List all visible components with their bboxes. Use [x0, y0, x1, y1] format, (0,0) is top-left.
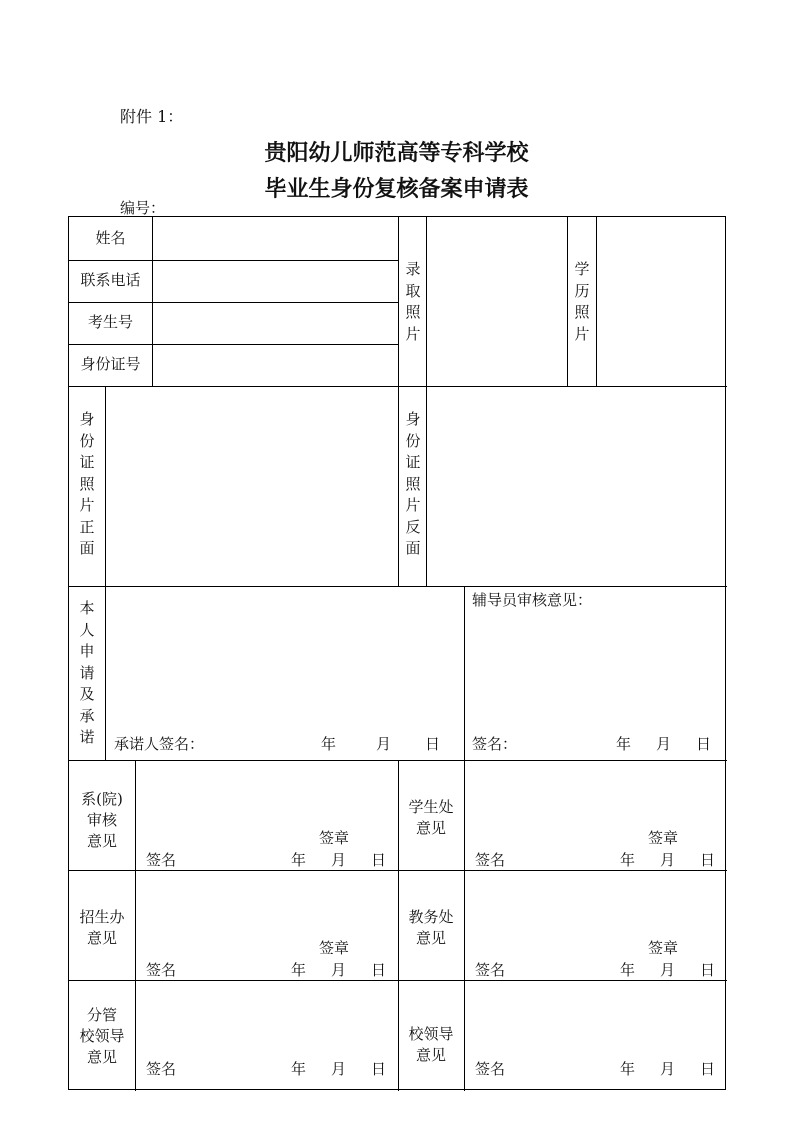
admission-office-line: 招生办	[79, 908, 125, 926]
dept-review-line: 系(院)	[81, 790, 123, 808]
date-day: 日	[371, 961, 387, 979]
student-affairs-label	[398, 797, 464, 839]
divider	[135, 760, 136, 1091]
signature-label: 签名	[475, 851, 506, 869]
date-year: 年	[291, 851, 307, 869]
serial-number-label: 编号：	[120, 199, 166, 217]
divider	[398, 217, 399, 586]
date-day: 日	[425, 735, 441, 753]
id-photo-front-label: 身份证照片正面	[79, 410, 95, 557]
school-leader-line: 意见	[415, 1046, 446, 1064]
date-month: 月	[331, 961, 347, 979]
student-affairs-line: 学生处	[408, 798, 454, 816]
divider	[464, 586, 465, 760]
date-month: 月	[656, 735, 672, 753]
admission-office-label	[69, 907, 135, 949]
application-promise-label: 本人申请及承诺	[79, 599, 95, 746]
divider	[152, 217, 153, 386]
degree-photo-label: 学历照片	[574, 260, 590, 343]
counselor-review-label: 辅导员审核意见：	[472, 591, 593, 609]
signature-label: 签名	[475, 961, 506, 979]
divider	[596, 217, 597, 386]
school-leader-in-charge-label	[69, 1005, 135, 1068]
academic-affairs-line: 教务处	[408, 908, 454, 926]
date-year: 年	[620, 1060, 636, 1078]
signature-label: 签名	[475, 1060, 506, 1078]
divider	[69, 302, 399, 303]
date-year: 年	[620, 961, 636, 979]
academic-affairs-line: 意见	[415, 929, 446, 947]
divider	[69, 344, 399, 345]
date-day: 日	[371, 851, 387, 869]
leader-line: 分管	[86, 1006, 117, 1024]
date-year: 年	[291, 1060, 307, 1078]
date-year: 年	[616, 735, 632, 753]
seal-label: 签章	[648, 939, 679, 957]
dept-review-line: 审核	[86, 811, 117, 829]
phone-label: 联系电话	[80, 271, 141, 289]
school-leader-label	[398, 1024, 464, 1066]
exam-number-label: 考生号	[87, 313, 133, 331]
date-month: 月	[660, 851, 676, 869]
admission-office-line: 意见	[86, 929, 117, 947]
divider	[426, 217, 427, 586]
academic-affairs-label	[398, 907, 464, 949]
admission-photo-label: 录取照片	[405, 260, 421, 343]
date-day: 日	[700, 961, 716, 979]
form-title-school: 贵阳幼儿师范高等专科学校	[264, 141, 529, 166]
date-day: 日	[700, 851, 716, 869]
counselor-signature-label: 签名：	[472, 735, 518, 753]
divider	[69, 260, 399, 261]
student-affairs-line: 意见	[415, 819, 446, 837]
date-month: 月	[331, 1060, 347, 1078]
divider	[567, 217, 568, 386]
divider	[69, 586, 727, 587]
date-day: 日	[700, 1060, 716, 1078]
date-day: 日	[696, 735, 712, 753]
dept-review-line: 意见	[86, 832, 117, 850]
signature-label: 签名	[146, 851, 177, 869]
seal-label: 签章	[319, 829, 350, 847]
application-form-table	[68, 216, 726, 1090]
date-year: 年	[321, 735, 337, 753]
school-leader-line: 校领导	[408, 1025, 454, 1043]
date-month: 月	[331, 851, 347, 869]
id-photo-back-label: 身份证照片反面	[405, 410, 421, 557]
attachment-label: 附件 1：	[120, 107, 184, 126]
id-number-label: 身份证号	[80, 355, 141, 373]
dept-review-label	[69, 789, 135, 852]
date-day: 日	[371, 1060, 387, 1078]
leader-line: 意见	[86, 1048, 117, 1066]
leader-line: 校领导	[79, 1027, 125, 1045]
seal-label: 签章	[648, 829, 679, 847]
divider	[464, 760, 465, 1091]
date-month: 月	[376, 735, 392, 753]
signature-label: 签名	[146, 961, 177, 979]
seal-label: 签章	[319, 939, 350, 957]
name-label: 姓名	[95, 229, 126, 247]
form-title: 毕业生身份复核备案申请表	[264, 177, 529, 202]
date-year: 年	[620, 851, 636, 869]
date-year: 年	[291, 961, 307, 979]
signature-label: 签名	[146, 1060, 177, 1078]
promisor-signature-label: 承诺人签名：	[114, 735, 205, 753]
date-month: 月	[660, 961, 676, 979]
divider	[105, 386, 106, 760]
date-month: 月	[660, 1060, 676, 1078]
